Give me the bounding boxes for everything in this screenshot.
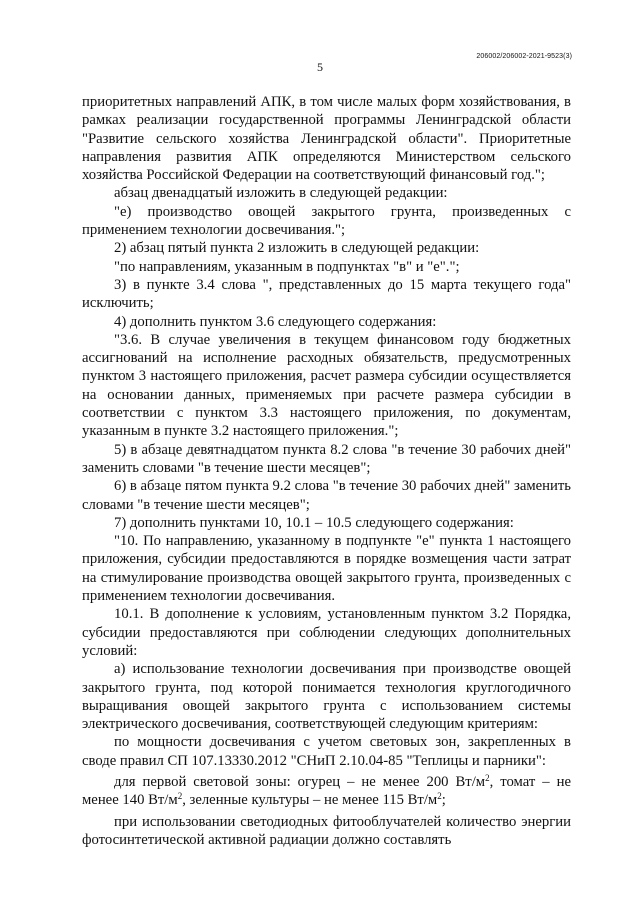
paragraph-16	[82, 773, 571, 810]
paragraph-17: при использовании светодиодных фитооблучателей количество энергии фотосинтетической активной радиации должно составлять	[82, 813, 571, 848]
paragraph-1: приоритетных направлений АПК, в том числе малых форм хозяйствования, в рамках реализации государственной программы Ленинградской области "Развитие сельского хозяйства Ленинградской области". Приоритетные направления развития АПК определяются Министерством сельского хозяйства Российской Федерации на соответствующий финансовый год.";	[82, 94, 571, 184]
document-body	[82, 93, 571, 849]
power-text-1: для первой световой зоны: огурец – не менее 200 Вт/м	[114, 773, 486, 790]
paragraph-11: 7) дополнить пунктами 10, 10.1 – 10.5 следующего содержания:	[114, 514, 514, 531]
paragraph-8: "3.6. В случае увеличения в текущем финансовом году бюджетных ассигнований на исполнение расходных обязательств, предусмотренных пунктом 3 настоящего приложения, расчет размера субсидии осуществляется на основании данных, применяемых при расчете размера субсидии в соответствии с пунктом 3.3 настоящего приложения, по документам, указанным в пункте 3.2 настоящего приложения.";	[82, 331, 571, 440]
paragraph-15: по мощности досвечивания с учетом световых зон, закрепленных в своде правил СП 107.13330.2012 "СНиП 2.10.04-85 "Теплицы и парники":	[82, 734, 571, 769]
power-text-3: , зеленные культуры – не менее 115 Вт/м	[182, 792, 438, 809]
paragraph-3: "е) производство овощей закрытого грунта, произведенных с применением технологии досвечивания.";	[82, 203, 571, 239]
superscript-2: 2	[437, 791, 442, 802]
power-text-2: , томат – не менее 140 Вт/м	[82, 773, 572, 809]
paragraph-10: 6) в абзаце пятом пункта 9.2 слова "в течение 30 рабочих дней" заменить словами "в течение шести месяцев";	[82, 478, 571, 513]
paragraph-9: 5) в абзаце девятнадцатом пункта 8.2 слова "в течение 30 рабочих дней" заменить словами "в течение шести месяцев";	[82, 441, 571, 476]
paragraph-6: 3) в пункте 3.4 слова ", представленных до 15 марта текущего года" исключить;	[82, 276, 571, 312]
paragraph-5: "по направлениям, указанным в подпунктах "в" и "е".";	[114, 258, 460, 275]
paragraph-2: абзац двенадцатый изложить в следующей редакции:	[114, 185, 448, 202]
paragraph-12: "10. По направлению, указанному в подпункте "е" пункта 1 настоящего приложения, субсидии предоставляются в порядке возмещения части затрат на стимулирование производства овощей закрытого грунта, произведенных с применением технологии досвечивания.	[82, 533, 571, 605]
paragraph-7: 4) дополнить пунктом 3.6 следующего содержания:	[114, 313, 437, 330]
paragraph-13: 10.1. В дополнение к условиям, установленным пунктом 3.2 Порядка, субсидии предоставляются при соблюдении следующих дополнительных условий:	[82, 606, 571, 659]
paragraph-4: 2) абзац пятый пункта 2 изложить в следующей редакции:	[114, 240, 480, 257]
paragraph-14: а) использование технологии досвечивания при производстве овощей закрытого грунта, под которой понимается технология круглогодичного выращивания овощей закрытого грунта с использованием системы электрического досвечивания, соответствующей следующим критериям:	[82, 661, 571, 733]
superscript-2: 2	[177, 791, 183, 802]
document-id: 206002/206002-2021-9523(3)	[476, 53, 572, 60]
superscript-2: 2	[485, 772, 490, 783]
page-number: 5	[317, 60, 323, 74]
power-text-4: ;	[441, 792, 446, 809]
